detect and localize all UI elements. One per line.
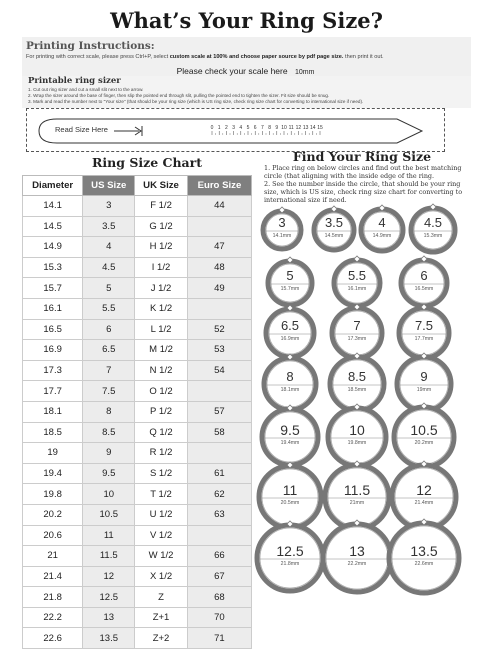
ring-outline-icon bbox=[358, 206, 406, 254]
cell-uk-size: G 1/2 bbox=[135, 216, 188, 237]
col-us-size: US Size bbox=[83, 176, 135, 196]
sizer-scale-number: 11 bbox=[288, 125, 294, 131]
table-row bbox=[23, 257, 252, 278]
cell-uk-size: J 1/2 bbox=[135, 278, 188, 299]
table-row bbox=[23, 422, 252, 443]
table-row bbox=[23, 484, 252, 505]
cell-us-size: 12.5 bbox=[83, 587, 135, 608]
ring-outline-icon bbox=[261, 355, 319, 413]
cell-uk-size: Z+1 bbox=[135, 607, 188, 628]
cell-diameter: 20.2 bbox=[23, 504, 83, 525]
cutout-ring-sizer bbox=[26, 108, 445, 152]
printing-text-bold: custom scale at 100% and choose paper source by pdf page size. bbox=[169, 54, 344, 60]
cell-diameter: 15.3 bbox=[23, 257, 83, 278]
sizer-scale bbox=[211, 125, 323, 135]
ring-diameter-label: 16.5mm bbox=[414, 286, 434, 292]
cell-euro-size: 48 bbox=[187, 257, 251, 278]
read-size-label: Read Size Here bbox=[55, 125, 108, 134]
ring-size-circle bbox=[259, 406, 321, 468]
cell-euro-size: 53 bbox=[187, 340, 251, 361]
ring-size-number: 4 bbox=[378, 215, 386, 230]
ring-size-number: 13 bbox=[349, 543, 365, 559]
sizer-scale-number: 4 bbox=[239, 125, 243, 131]
ring-outline-icon bbox=[331, 257, 383, 309]
ring-size-circle bbox=[398, 257, 450, 309]
cell-euro-size: 68 bbox=[187, 587, 251, 608]
printable-sizer-steps bbox=[28, 87, 468, 105]
table-row bbox=[23, 381, 252, 402]
cell-euro-size: 44 bbox=[187, 196, 251, 217]
cell-euro-size: 54 bbox=[187, 360, 251, 381]
cell-uk-size: O 1/2 bbox=[135, 381, 188, 402]
sizer-step-2: 2. Wrap the sizer around the base of finger, then slip the pointed end through slit, pulling the pointed end to tighten the sizer. Fit size should be snug. bbox=[28, 93, 330, 98]
cell-euro-size bbox=[187, 298, 251, 319]
cell-euro-size: 62 bbox=[187, 484, 251, 505]
cell-uk-size: R 1/2 bbox=[135, 443, 188, 464]
cell-us-size: 6 bbox=[83, 319, 135, 340]
cell-us-size: 3 bbox=[83, 196, 135, 217]
cell-euro-size: 63 bbox=[187, 504, 251, 525]
cell-diameter: 14.1 bbox=[23, 196, 83, 217]
sizer-scale-number: 5 bbox=[246, 125, 250, 131]
cell-diameter: 21.4 bbox=[23, 566, 83, 587]
ring-size-number: 11.5 bbox=[343, 482, 371, 498]
ring-diameter-label: 17.7mm bbox=[414, 336, 434, 342]
cell-euro-size bbox=[187, 525, 251, 546]
table-row bbox=[23, 504, 252, 525]
cell-us-size: 12 bbox=[83, 566, 135, 587]
table-row bbox=[23, 525, 252, 546]
cell-uk-size: U 1/2 bbox=[135, 504, 188, 525]
sizer-step-1: 1. Cut out ring sizer and cut a small slit next to the arrow. bbox=[28, 87, 144, 92]
sizer-scale-number: 15 bbox=[317, 125, 323, 131]
table-row bbox=[23, 340, 252, 361]
printing-instructions-panel bbox=[22, 37, 471, 81]
table-row bbox=[23, 196, 252, 217]
table-row bbox=[23, 463, 252, 484]
cell-uk-size: Z+2 bbox=[135, 628, 188, 649]
ring-size-circle bbox=[311, 207, 357, 253]
ring-diameter-label: 15.3mm bbox=[423, 233, 443, 239]
cell-us-size: 10 bbox=[83, 484, 135, 505]
printable-sizer-panel bbox=[22, 76, 471, 108]
cell-diameter: 22.6 bbox=[23, 628, 83, 649]
cell-us-size: 4.5 bbox=[83, 257, 135, 278]
ring-diameter-label: 19.4mm bbox=[280, 440, 300, 446]
table-row bbox=[23, 607, 252, 628]
cell-uk-size: K 1/2 bbox=[135, 298, 188, 319]
ring-diameter-label: 18.5mm bbox=[347, 387, 367, 393]
cell-us-size: 11 bbox=[83, 525, 135, 546]
cell-us-size: 5.5 bbox=[83, 298, 135, 319]
sizer-scale-number: 2 bbox=[225, 125, 228, 131]
ring-size-number: 13.5 bbox=[410, 543, 438, 559]
cell-us-size: 9.5 bbox=[83, 463, 135, 484]
ring-size-number: 7.5 bbox=[414, 318, 434, 333]
ring-size-circle bbox=[320, 521, 394, 595]
table-row bbox=[23, 546, 252, 567]
cell-us-size: 11.5 bbox=[83, 546, 135, 567]
ring-size-circle bbox=[358, 206, 406, 254]
cell-diameter: 16.5 bbox=[23, 319, 83, 340]
cell-uk-size: Q 1/2 bbox=[135, 422, 188, 443]
cell-euro-size bbox=[187, 381, 251, 402]
cell-diameter: 20.6 bbox=[23, 525, 83, 546]
ring-outline-icon bbox=[398, 257, 450, 309]
ring-size-circle bbox=[260, 208, 304, 252]
cell-euro-size: 52 bbox=[187, 319, 251, 340]
sizer-scale-number: 12 bbox=[295, 125, 302, 131]
cell-us-size: 13.5 bbox=[83, 628, 135, 649]
cell-us-size: 13 bbox=[83, 607, 135, 628]
col-uk-size: UK Size bbox=[135, 176, 188, 196]
table-row bbox=[23, 587, 252, 608]
ring-size-table bbox=[22, 175, 252, 649]
cell-diameter: 21 bbox=[23, 546, 83, 567]
cell-diameter: 14.5 bbox=[23, 216, 83, 237]
cell-uk-size: F 1/2 bbox=[135, 196, 188, 217]
table-row bbox=[23, 401, 252, 422]
ring-size-number: 6.5 bbox=[280, 318, 300, 333]
cell-us-size: 3.5 bbox=[83, 216, 135, 237]
cell-uk-size: X 1/2 bbox=[135, 566, 188, 587]
ring-size-circle bbox=[331, 257, 383, 309]
ring-diameter-label: 20.5mm bbox=[280, 500, 300, 506]
ring-size-circle bbox=[386, 520, 462, 596]
scale-value: 10mm bbox=[294, 69, 315, 76]
cell-uk-size: H 1/2 bbox=[135, 237, 188, 258]
cell-uk-size: M 1/2 bbox=[135, 340, 188, 361]
cell-diameter: 19.8 bbox=[23, 484, 83, 505]
ring-size-number: 6 bbox=[420, 268, 428, 283]
cell-euro-size: 71 bbox=[187, 628, 251, 649]
find-step-2: 2. See the number inside the circle, that should be your ring size, which is US size, check ring size chart for converting to international size if need. bbox=[264, 180, 463, 204]
ring-size-number: 12.5 bbox=[276, 543, 304, 559]
sizer-scale-number: 9 bbox=[275, 125, 279, 131]
table-row bbox=[23, 566, 252, 587]
ring-size-number: 3 bbox=[278, 215, 286, 230]
sizer-scale-number: 8 bbox=[268, 125, 271, 131]
ring-diameter-label: 16.1mm bbox=[347, 286, 367, 292]
ring-size-circle bbox=[263, 306, 317, 360]
ring-diameter-label: 14.1mm bbox=[272, 233, 292, 239]
ring-size-circle bbox=[391, 404, 457, 470]
cell-uk-size: V 1/2 bbox=[135, 525, 188, 546]
cell-euro-size: 57 bbox=[187, 401, 251, 422]
sizer-step-3: 3. Mark and read the number next to "Your size" (that should be your ring size (which is US ring size, check ring size chart for converting to international size if need). bbox=[28, 99, 364, 104]
cell-euro-size: 66 bbox=[187, 546, 251, 567]
cell-uk-size: Z bbox=[135, 587, 188, 608]
cell-us-size: 9 bbox=[83, 443, 135, 464]
cell-diameter: 14.9 bbox=[23, 237, 83, 258]
ring-size-circle bbox=[408, 205, 458, 255]
cell-diameter: 16.1 bbox=[23, 298, 83, 319]
sizer-scale-number: 14 bbox=[310, 125, 316, 131]
cell-euro-size: 67 bbox=[187, 566, 251, 587]
sizer-scale-number: 10 bbox=[281, 125, 287, 131]
printing-text-before: For printing with correct scale, please press Ctrl+P, select bbox=[26, 54, 170, 60]
cell-diameter: 22.2 bbox=[23, 607, 83, 628]
ring-size-number: 8 bbox=[286, 369, 294, 384]
cell-diameter: 15.7 bbox=[23, 278, 83, 299]
ring-diameter-label: 17.3mm bbox=[347, 336, 367, 342]
cell-us-size: 4 bbox=[83, 237, 135, 258]
cell-uk-size: S 1/2 bbox=[135, 463, 188, 484]
ring-size-circle bbox=[261, 355, 319, 413]
table-row bbox=[23, 628, 252, 649]
ring-outline-icon bbox=[408, 205, 458, 255]
col-euro-size: Euro Size bbox=[187, 176, 251, 196]
sizer-scale-number: 7 bbox=[261, 125, 264, 131]
printing-text-after: then print it out. bbox=[343, 54, 384, 60]
printing-instructions-text bbox=[26, 54, 471, 60]
sizer-scale-number: 0 bbox=[210, 125, 214, 131]
ring-outline-icon bbox=[265, 258, 315, 308]
cell-us-size: 10.5 bbox=[83, 504, 135, 525]
ring-diameter-label: 21mm bbox=[349, 500, 365, 506]
cell-diameter: 18.1 bbox=[23, 401, 83, 422]
cell-us-size: 7.5 bbox=[83, 381, 135, 402]
table-header-row bbox=[23, 176, 252, 196]
table-row bbox=[23, 298, 252, 319]
cell-us-size: 6.5 bbox=[83, 340, 135, 361]
cell-diameter: 16.9 bbox=[23, 340, 83, 361]
ring-diameter-label: 20.2mm bbox=[414, 440, 434, 446]
cell-diameter: 17.3 bbox=[23, 360, 83, 381]
cell-diameter: 21.8 bbox=[23, 587, 83, 608]
ring-diameter-label: 14.9mm bbox=[372, 233, 392, 239]
ring-diameter-label: 16.9mm bbox=[280, 336, 300, 342]
sizer-scale-number: 1 bbox=[217, 125, 221, 131]
ring-diameter-label: 22.6mm bbox=[414, 561, 434, 567]
table-row bbox=[23, 443, 252, 464]
page-title: What’s Your Ring Size? bbox=[110, 8, 383, 33]
col-diameter: Diameter bbox=[23, 176, 83, 196]
cell-uk-size: I 1/2 bbox=[135, 257, 188, 278]
ring-diameter-label: 14.5mm bbox=[324, 233, 344, 239]
cell-euro-size: 47 bbox=[187, 237, 251, 258]
ring-diameter-label: 15.7mm bbox=[280, 286, 300, 292]
sizer-scale-number: 13 bbox=[302, 125, 309, 131]
ring-size-circle bbox=[325, 405, 389, 469]
ring-diameter-label: 18.1mm bbox=[280, 387, 300, 393]
table-row bbox=[23, 278, 252, 299]
printable-sizer-title: Printable ring sizer bbox=[28, 76, 121, 86]
ring-diameter-label: 21.8mm bbox=[280, 561, 300, 567]
ring-size-number: 8.5 bbox=[347, 369, 367, 384]
ring-size-number: 7 bbox=[353, 318, 361, 333]
cell-us-size: 8.5 bbox=[83, 422, 135, 443]
ring-size-number: 9.5 bbox=[280, 422, 300, 438]
ring-size-chart-title: Ring Size Chart bbox=[92, 155, 202, 170]
ring-size-circle bbox=[265, 258, 315, 308]
ring-outline-icon bbox=[311, 207, 357, 253]
cell-euro-size bbox=[187, 443, 251, 464]
ring-size-number: 5 bbox=[286, 268, 294, 283]
ring-diameter-label: 22.2mm bbox=[347, 561, 367, 567]
ring-diameter-label: 19.8mm bbox=[347, 440, 367, 446]
cell-euro-size: 61 bbox=[187, 463, 251, 484]
ring-diameter-label: 21.4mm bbox=[414, 500, 434, 506]
cell-euro-size: 58 bbox=[187, 422, 251, 443]
ring-outline-icon bbox=[263, 306, 317, 360]
ring-diameter-label: 19mm bbox=[416, 387, 432, 393]
cell-euro-size: 70 bbox=[187, 607, 251, 628]
ring-size-number: 10.5 bbox=[410, 422, 438, 438]
ring-size-number: 3.5 bbox=[324, 215, 344, 230]
table-row bbox=[23, 237, 252, 258]
cell-uk-size: W 1/2 bbox=[135, 546, 188, 567]
cell-us-size: 5 bbox=[83, 278, 135, 299]
cell-euro-size bbox=[187, 216, 251, 237]
cell-uk-size: N 1/2 bbox=[135, 360, 188, 381]
cell-diameter: 18.5 bbox=[23, 422, 83, 443]
find-step-1: 1. Place ring on below circles and find out the best matching circle (that aligning with the inside edge of the ring. bbox=[264, 164, 462, 180]
ring-size-number: 12 bbox=[416, 482, 432, 498]
cell-diameter: 17.7 bbox=[23, 381, 83, 402]
ring-size-number: 9 bbox=[420, 369, 428, 384]
table-row bbox=[23, 360, 252, 381]
find-ring-size-title: Find Your Ring Size bbox=[292, 149, 432, 164]
scale-label: Please check your scale here bbox=[176, 66, 288, 76]
sizer-scale-number: 3 bbox=[232, 125, 235, 131]
ring-size-number: 4.5 bbox=[423, 215, 443, 230]
find-ring-size-steps bbox=[264, 164, 469, 204]
table-row bbox=[23, 216, 252, 237]
cell-us-size: 8 bbox=[83, 401, 135, 422]
cell-euro-size: 49 bbox=[187, 278, 251, 299]
cell-diameter: 19.4 bbox=[23, 463, 83, 484]
ring-size-circle bbox=[254, 522, 326, 594]
table-row bbox=[23, 319, 252, 340]
cell-uk-size: P 1/2 bbox=[135, 401, 188, 422]
ring-size-number: 5.5 bbox=[347, 268, 367, 283]
cell-uk-size: T 1/2 bbox=[135, 484, 188, 505]
cell-diameter: 19 bbox=[23, 443, 83, 464]
sizer-scale-number: 6 bbox=[253, 125, 257, 131]
printing-instructions-title: Printing Instructions: bbox=[26, 40, 155, 52]
ring-size-number: 11 bbox=[282, 482, 298, 498]
cell-uk-size: L 1/2 bbox=[135, 319, 188, 340]
cell-us-size: 7 bbox=[83, 360, 135, 381]
ring-size-number: 10 bbox=[349, 422, 365, 438]
